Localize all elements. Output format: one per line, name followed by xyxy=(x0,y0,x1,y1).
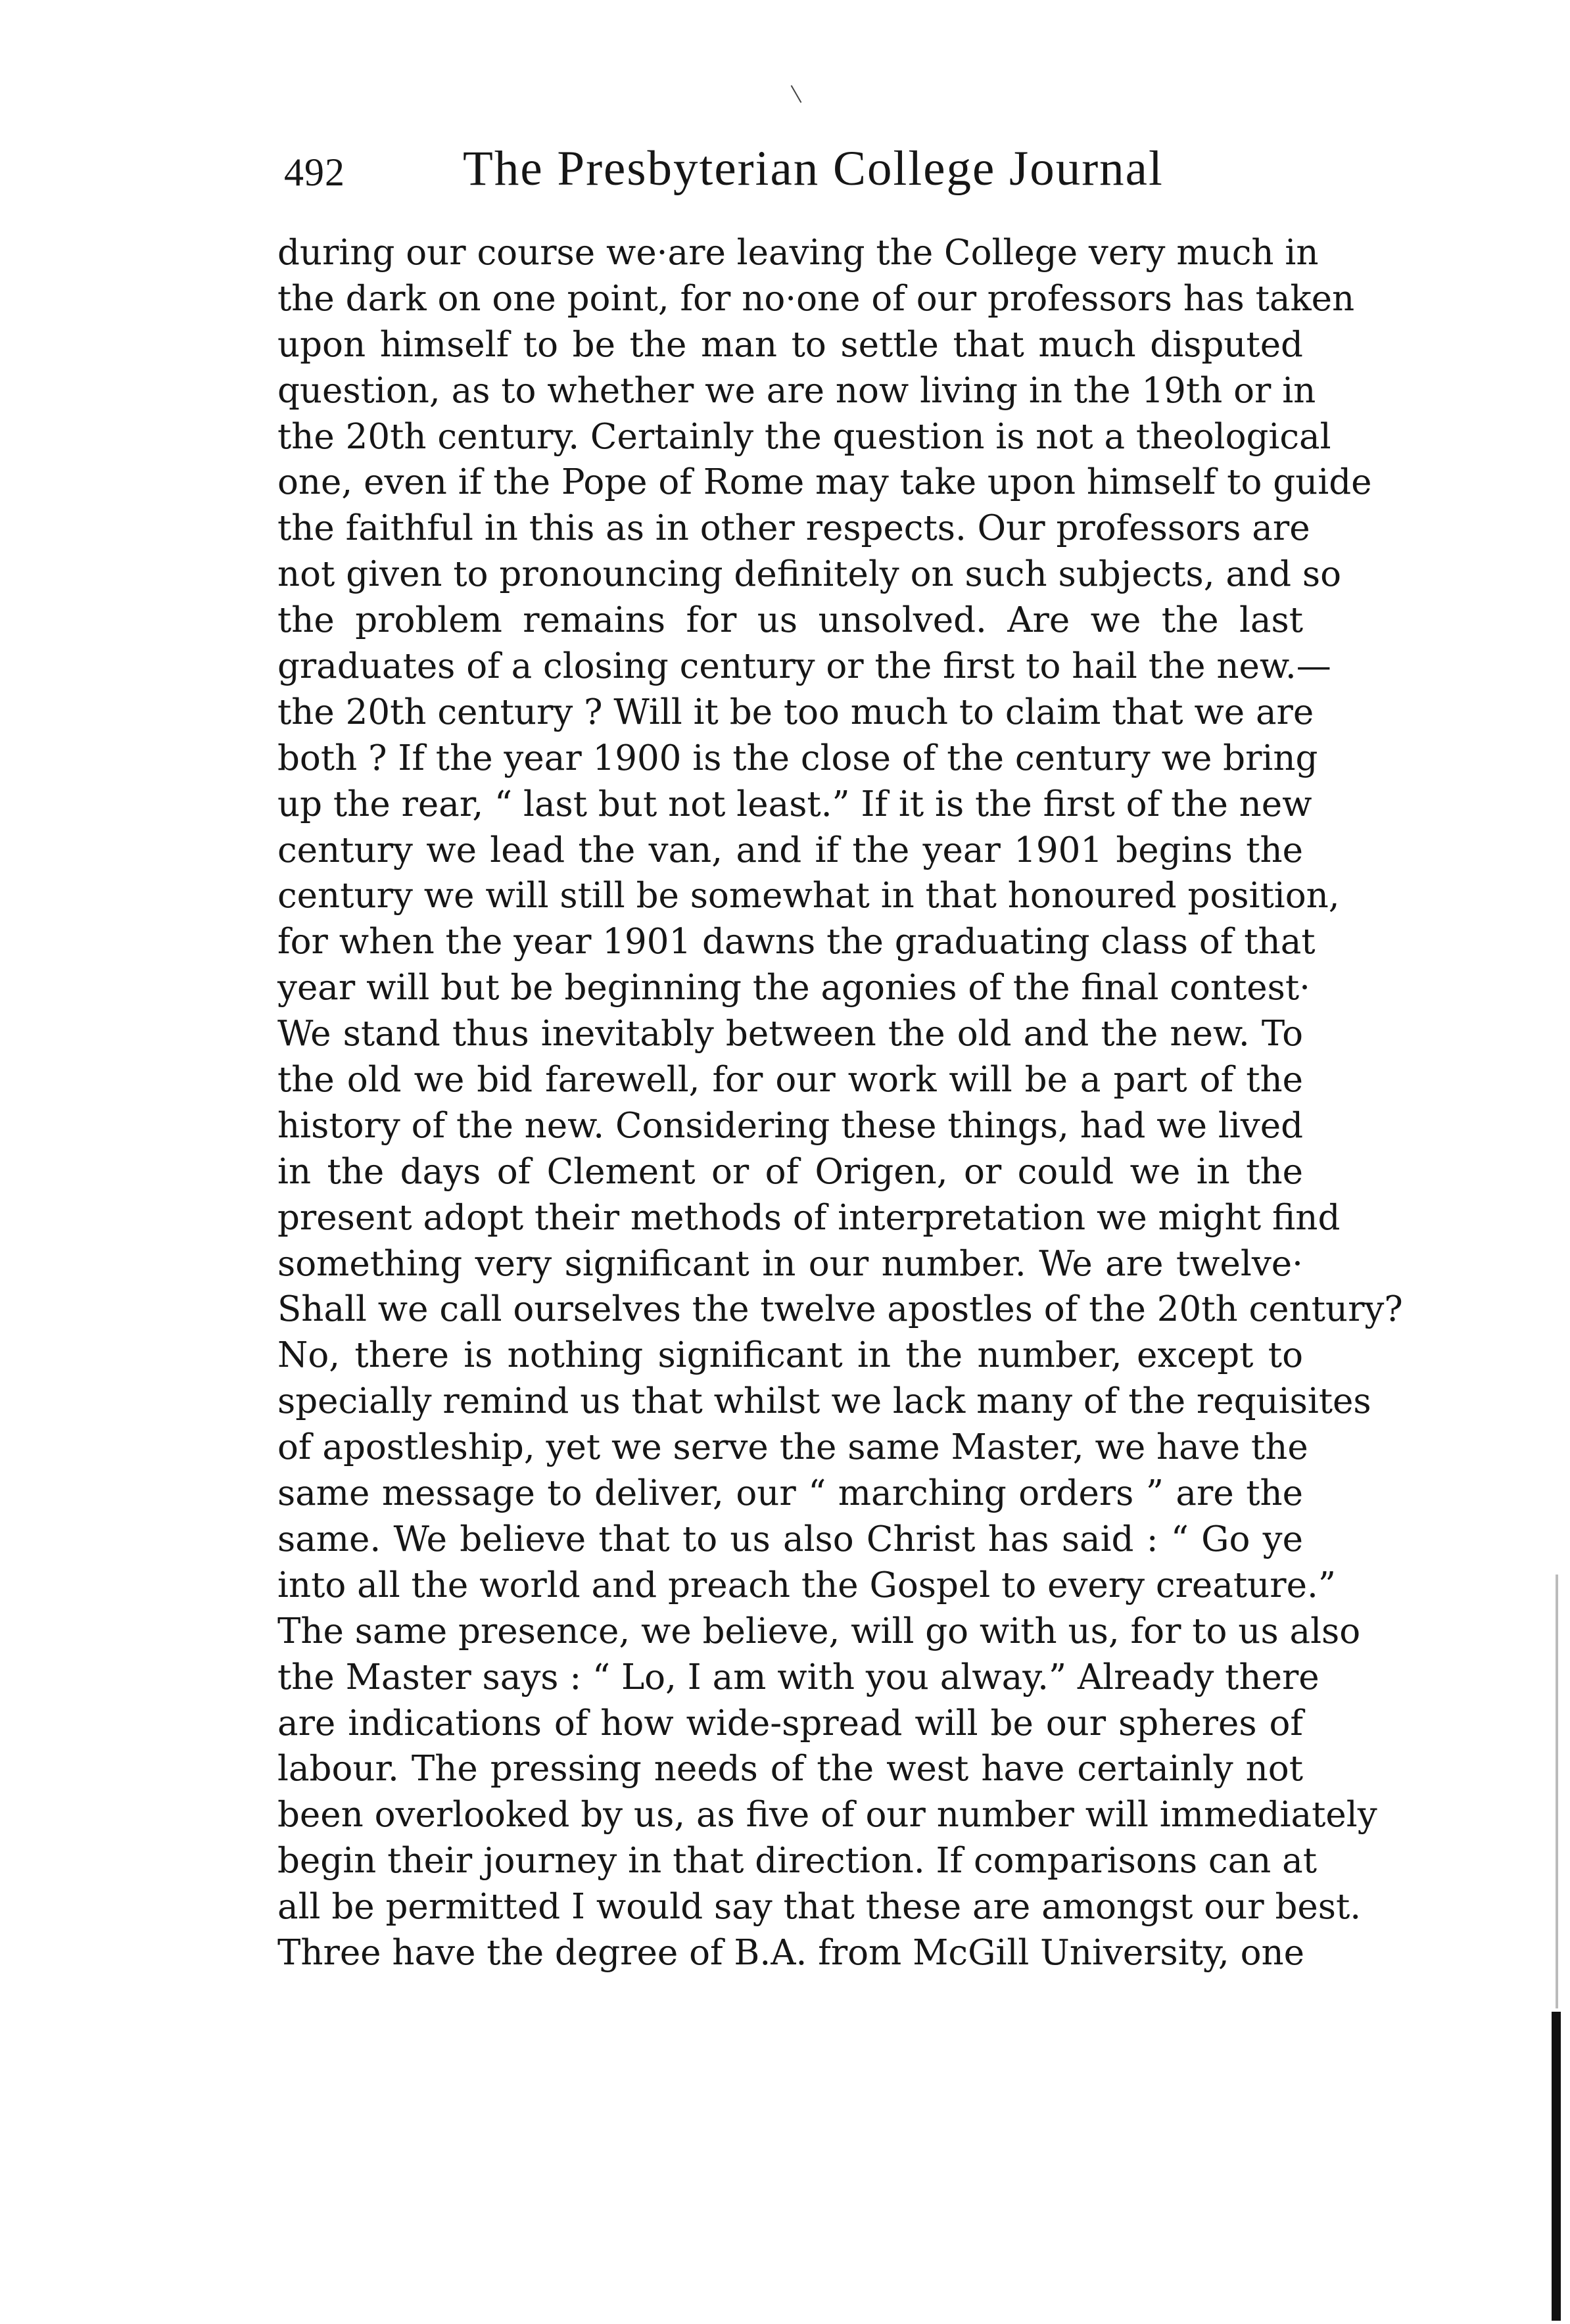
text-line: labour. The pressing needs of the west have certainly not xyxy=(277,1749,1303,1790)
text-line: during our course we·are leaving the College very much in xyxy=(277,233,1319,273)
text-line: the old we bid farewell, for our work will be a part of the xyxy=(277,1060,1303,1101)
text-line: same. We believe that to us also Christ has said : “ Go ye xyxy=(277,1519,1303,1559)
ink-speck xyxy=(791,85,802,103)
text-line: history of the new. Considering these things, had we lived xyxy=(277,1105,1303,1146)
text-line: century we will still be somewhat in that honoured position, xyxy=(277,876,1340,916)
running-title: The Presbyterian College Journal xyxy=(463,141,1164,196)
text-line: begin their journey in that direction. If comparisons can at xyxy=(277,1841,1318,1882)
text-line: the 20th century. Certainly the question is not a theological xyxy=(277,416,1331,457)
text-line: upon himself to be the man to settle that much disputed xyxy=(277,324,1303,365)
page-header xyxy=(284,141,1270,213)
text-line: into all the world and preach the Gospel to every creature.” xyxy=(277,1565,1336,1605)
text-line: the Master says : “ Lo, I am with you alway.” Already there xyxy=(277,1657,1320,1697)
text-line: graduates of a closing century or the first to hail the new.— xyxy=(277,646,1331,687)
text-line: century we lead the van, and if the year 1901 begins the xyxy=(277,830,1303,870)
scan-edge-mark xyxy=(1552,2012,1561,2321)
body-text xyxy=(277,230,1403,1976)
text-line: all be permitted I would say that these are amongst our best. xyxy=(277,1887,1362,1928)
text-line: both ? If the year 1900 is the close of the century we bring xyxy=(277,738,1318,778)
text-line: the faithful in this as in other respects. Our professors are xyxy=(277,508,1310,549)
text-line: Three have the degree of B.A. from McGill University, one xyxy=(277,1932,1304,1973)
text-line: not given to pronouncing definitely on such subjects, and so xyxy=(277,554,1342,595)
text-line: Shall we call ourselves the twelve apostles of the 20th century? xyxy=(277,1289,1403,1330)
text-line: in the days of Clement or of Origen, or could we in the xyxy=(277,1151,1303,1192)
text-line: something very significant in our number. We are twelve· xyxy=(277,1243,1303,1284)
text-line: the dark on one point, for no·one of our professors has taken xyxy=(277,278,1355,319)
scan-edge-mark xyxy=(1556,1575,1558,2008)
text-line: question, as to whether we are now living in the 19th or in xyxy=(277,370,1316,411)
text-line: present adopt their methods of interpretation we might find xyxy=(277,1197,1341,1238)
text-line: up the rear, “ last but not least.” If it is the first of the new xyxy=(277,784,1312,824)
text-line: We stand thus inevitably between the old and the new. To xyxy=(277,1014,1303,1055)
text-line: year will but be beginning the agonies of the final contest· xyxy=(277,968,1311,1008)
page-number: 492 xyxy=(284,151,345,194)
text-line: the 20th century ? Will it be too much to claim that we are xyxy=(277,692,1314,732)
text-line: are indications of how wide-spread will be our spheres of xyxy=(277,1703,1303,1743)
text-line: of apostleship, yet we serve the same Master, we have the xyxy=(277,1427,1308,1468)
text-line: been overlooked by us, as five of our number will immediately xyxy=(277,1795,1377,1836)
text-line: specially remind us that whilst we lack many of the requisites xyxy=(277,1381,1371,1422)
text-line: one, even if the Pope of Rome may take upon himself to guide xyxy=(277,462,1372,503)
text-line: the problem remains for us unsolved. Are we the last xyxy=(277,600,1303,641)
text-line: The same presence, we believe, will go with us, for to us also xyxy=(277,1611,1361,1651)
text-line: No, there is nothing significant in the number, except to xyxy=(277,1335,1303,1376)
text-line: for when the year 1901 dawns the graduating class of that xyxy=(277,922,1316,962)
text-line: same message to deliver, our “ marching orders ” are the xyxy=(277,1473,1303,1514)
